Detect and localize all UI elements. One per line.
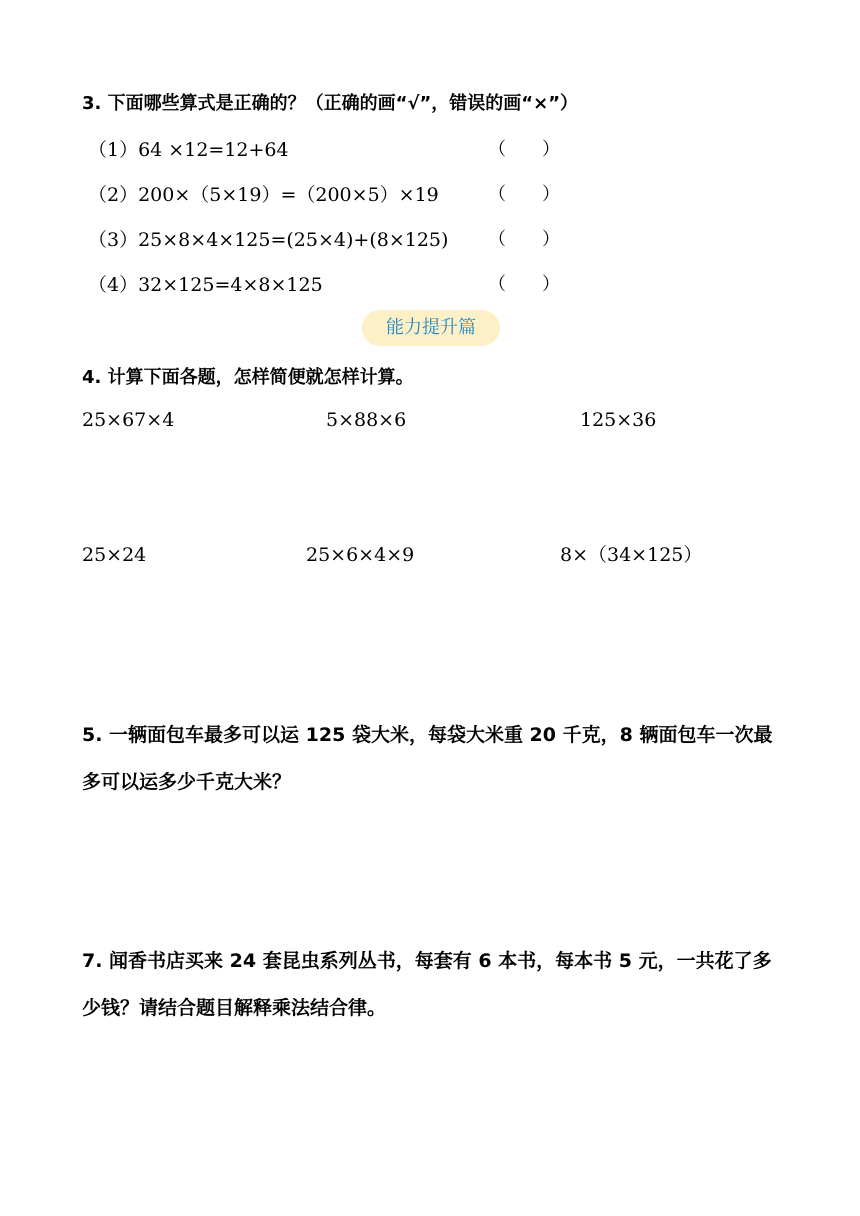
section-badge: 能力提升篇	[362, 310, 500, 346]
question-3-title: 3. 下面哪些算式是正确的？（正确的画“√”，错误的画“×”）	[82, 93, 579, 114]
calc-4: 25×24	[82, 544, 147, 566]
question-4-title: 4. 计算下面各题，怎样简便就怎样计算。	[82, 367, 414, 388]
calc-5: 25×6×4×9	[306, 544, 415, 566]
answer-box-4[interactable]: （ ）	[488, 274, 560, 295]
answer-box-3[interactable]: （ ）	[488, 229, 560, 250]
question-3-item-4: （4）32×125=4×8×125	[88, 274, 323, 296]
question-3-item-1: （1）64 ×12=12+64	[88, 139, 289, 161]
question-3-item-2: （2）200×（5×19）=（200×5）×19	[88, 184, 439, 206]
question-5-line-1: 5. 一辆面包车最多可以运 125 袋大米，每袋大米重 20 千克，8 辆面包车一次最	[82, 724, 773, 746]
question-3-item-3: （3）25×8×4×125=(25×4)+(8×125)	[88, 229, 449, 251]
question-5-line-2: 多可以运多少千克大米？	[82, 771, 292, 793]
calc-2: 5×88×6	[326, 409, 407, 431]
answer-box-1[interactable]: （ ）	[488, 139, 560, 160]
question-7-line-2: 少钱？请结合题目解释乘法结合律。	[82, 997, 387, 1019]
calc-1: 25×67×4	[82, 409, 175, 431]
calc-3: 125×36	[580, 409, 657, 431]
question-7-line-1: 7. 闻香书店买来 24 套昆虫系列丛书，每套有 6 本书，每本书 5 元，一共花了多	[82, 950, 772, 972]
answer-box-2[interactable]: （ ）	[488, 184, 560, 205]
calc-6: 8×（34×125）	[560, 544, 703, 566]
